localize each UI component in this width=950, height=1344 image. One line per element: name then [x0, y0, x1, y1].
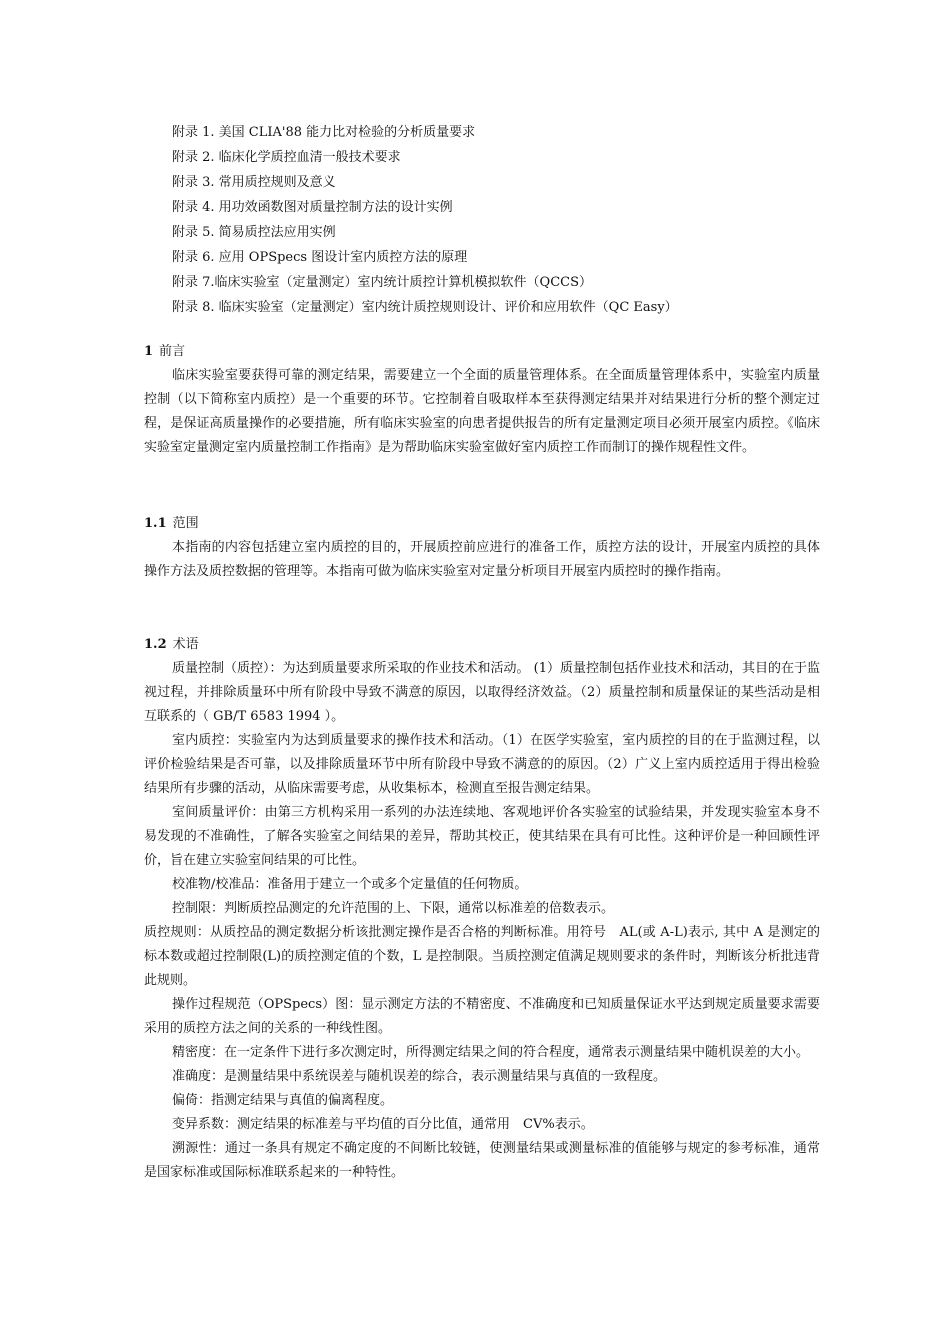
term-quality-control: 质量控制（质控）：为达到质量要求所采取的作业技术和活动。 (1）质量控制包括作业技术和活动，其目的在于监视过程，并排除质量环中所有阶段中导致不满意的原因，以取得经济效益。（2）质量控制和质量保证的某些活动是相互联系的（ GB/T 6583 1994 ）。 — [144, 661, 820, 724]
term-accuracy: 准确度：是测量结果中系统误差与随机误差的综合，表示测量结果与真值的一致程度。 — [172, 1069, 667, 1084]
appendix-item-1: 附录 1. 美国 CLIA'88 能力比对检验的分析质量要求 — [172, 125, 476, 140]
appendix-item-5: 附录 5. 简易质控法应用实例 — [172, 225, 336, 240]
section-preface — [144, 340, 820, 460]
section-scope — [144, 512, 820, 584]
paragraph: 本指南的内容包括建立室内质控的目的，开展质控前应进行的准备工作，质控方法的设计，开展室内质控的具体操作方法及质控数据的管理等。本指南可做为临床实验室对定量分析项目开展室内质控时的操作指南。 — [144, 540, 820, 579]
term-traceability: 溯源性：通过一条具有规定不确定度的不间断比较链，使测量结果或测量标准的值能够与规定的参考标准，通常是国家标准或国际标准联系起来的一种特性。 — [144, 1141, 820, 1180]
term-opspecs: 操作过程规范（OPSpecs）图：显示测定方法的不精密度、不准确度和已知质量保证水平达到规定质量要求需要采用的质控方法之间的关系的一种线性图。 — [144, 997, 820, 1036]
paragraph: 临床实验室要获得可靠的测定结果，需要建立一个全面的质量管理体系。在全面质量管理体系中，实验室内质量控制（以下简称室内质控）是一个重要的环节。它控制着自吸取样本至获得测定结果并对结果进行分析的整个测定过程，是保证高质量操作的必要措施，所有临床实验室的向患者提供报告的所有定量测定项目必须开展室内质控。《临床实验室定量测定室内质量控制工作指南》是为帮助临床实验室做好室内质控工作而制订的操作规程性文件。 — [144, 368, 820, 455]
appendix-item-3: 附录 3. 常用质控规则及意义 — [172, 175, 336, 190]
term-control-limit: 控制限：判断质控品测定的允许范围的上、下限，通常以标准差的倍数表示。 — [172, 901, 615, 916]
section-heading — [144, 512, 820, 536]
section-heading — [144, 340, 820, 364]
appendix-item-8: 附录 8. 临床实验室（定量测定）室内统计质控规则设计、评价和应用软件（QC Easy） — [172, 300, 678, 315]
term-bias: 偏倚：指测定结果与真值的偏离程度。 — [172, 1093, 394, 1108]
term-qc-rule: 质控规则：从质控品的测定数据分析该批测定操作是否合格的判断标准。用符号 AL(或 A-L)表示, 其中 A 是测定的标本数或超过控制限(L)的质控测定值的个数，L 是控制限。当质控测定值满足规则要求的条件时，判断该分析批违背此规则。 — [144, 925, 820, 988]
appendix-item-2: 附录 2. 临床化学质控血清一般技术要求 — [172, 150, 401, 165]
section-terms — [144, 633, 820, 1185]
appendix-item-6: 附录 6. 应用 OPSpecs 图设计室内质控方法的原理 — [172, 250, 468, 265]
term-calibrator: 校准物/校准品：准备用于建立一个或多个定量值的任何物质。 — [172, 877, 528, 892]
term-external-qa: 室间质量评价：由第三方机构采用一系列的办法连续地、客观地评价各实验室的试验结果，并发现实验室本身不易发现的不准确性，了解各实验室之间结果的差异，帮助其校正，使其结果在具有可比性。这种评价是一种回顾性评价，旨在建立实验室间结果的可比性。 — [144, 805, 820, 868]
section-number: 1.1 — [144, 516, 167, 531]
term-internal-qc: 室内质控：实验室内为达到质量要求的操作技术和活动。（1）在医学实验室，室内质控的目的在于监测过程，以评价检验结果是否可靠，以及排除质量环节中所有阶段中导致不满意的的原因。（2）广义上室内质控适用于得出检验结果所有步骤的活动，从临床需要考虑，从收集标本，检测直至报告测定结果。 — [144, 733, 820, 796]
term-cv: 变异系数：测定结果的标准差与平均值的百分比值，通常用 CV%表示。 — [172, 1117, 594, 1132]
appendix-item-4: 附录 4. 用功效函数图对质量控制方法的设计实例 — [172, 200, 453, 215]
section-heading — [144, 633, 820, 657]
section-number: 1 — [144, 344, 154, 359]
appendix-list — [172, 120, 852, 320]
appendix-item-7: 附录 7.临床实验室（定量测定）室内统计质控计算机模拟软件（QCCS） — [172, 275, 592, 290]
term-precision: 精密度：在一定条件下进行多次测定时，所得测定结果之间的符合程度，通常表示测量结果中随机误差的大小。 — [172, 1045, 810, 1060]
section-title: 前言 — [159, 344, 186, 359]
section-number: 1.2 — [144, 637, 167, 652]
section-title: 术语 — [172, 637, 199, 652]
section-title: 范围 — [172, 516, 199, 531]
